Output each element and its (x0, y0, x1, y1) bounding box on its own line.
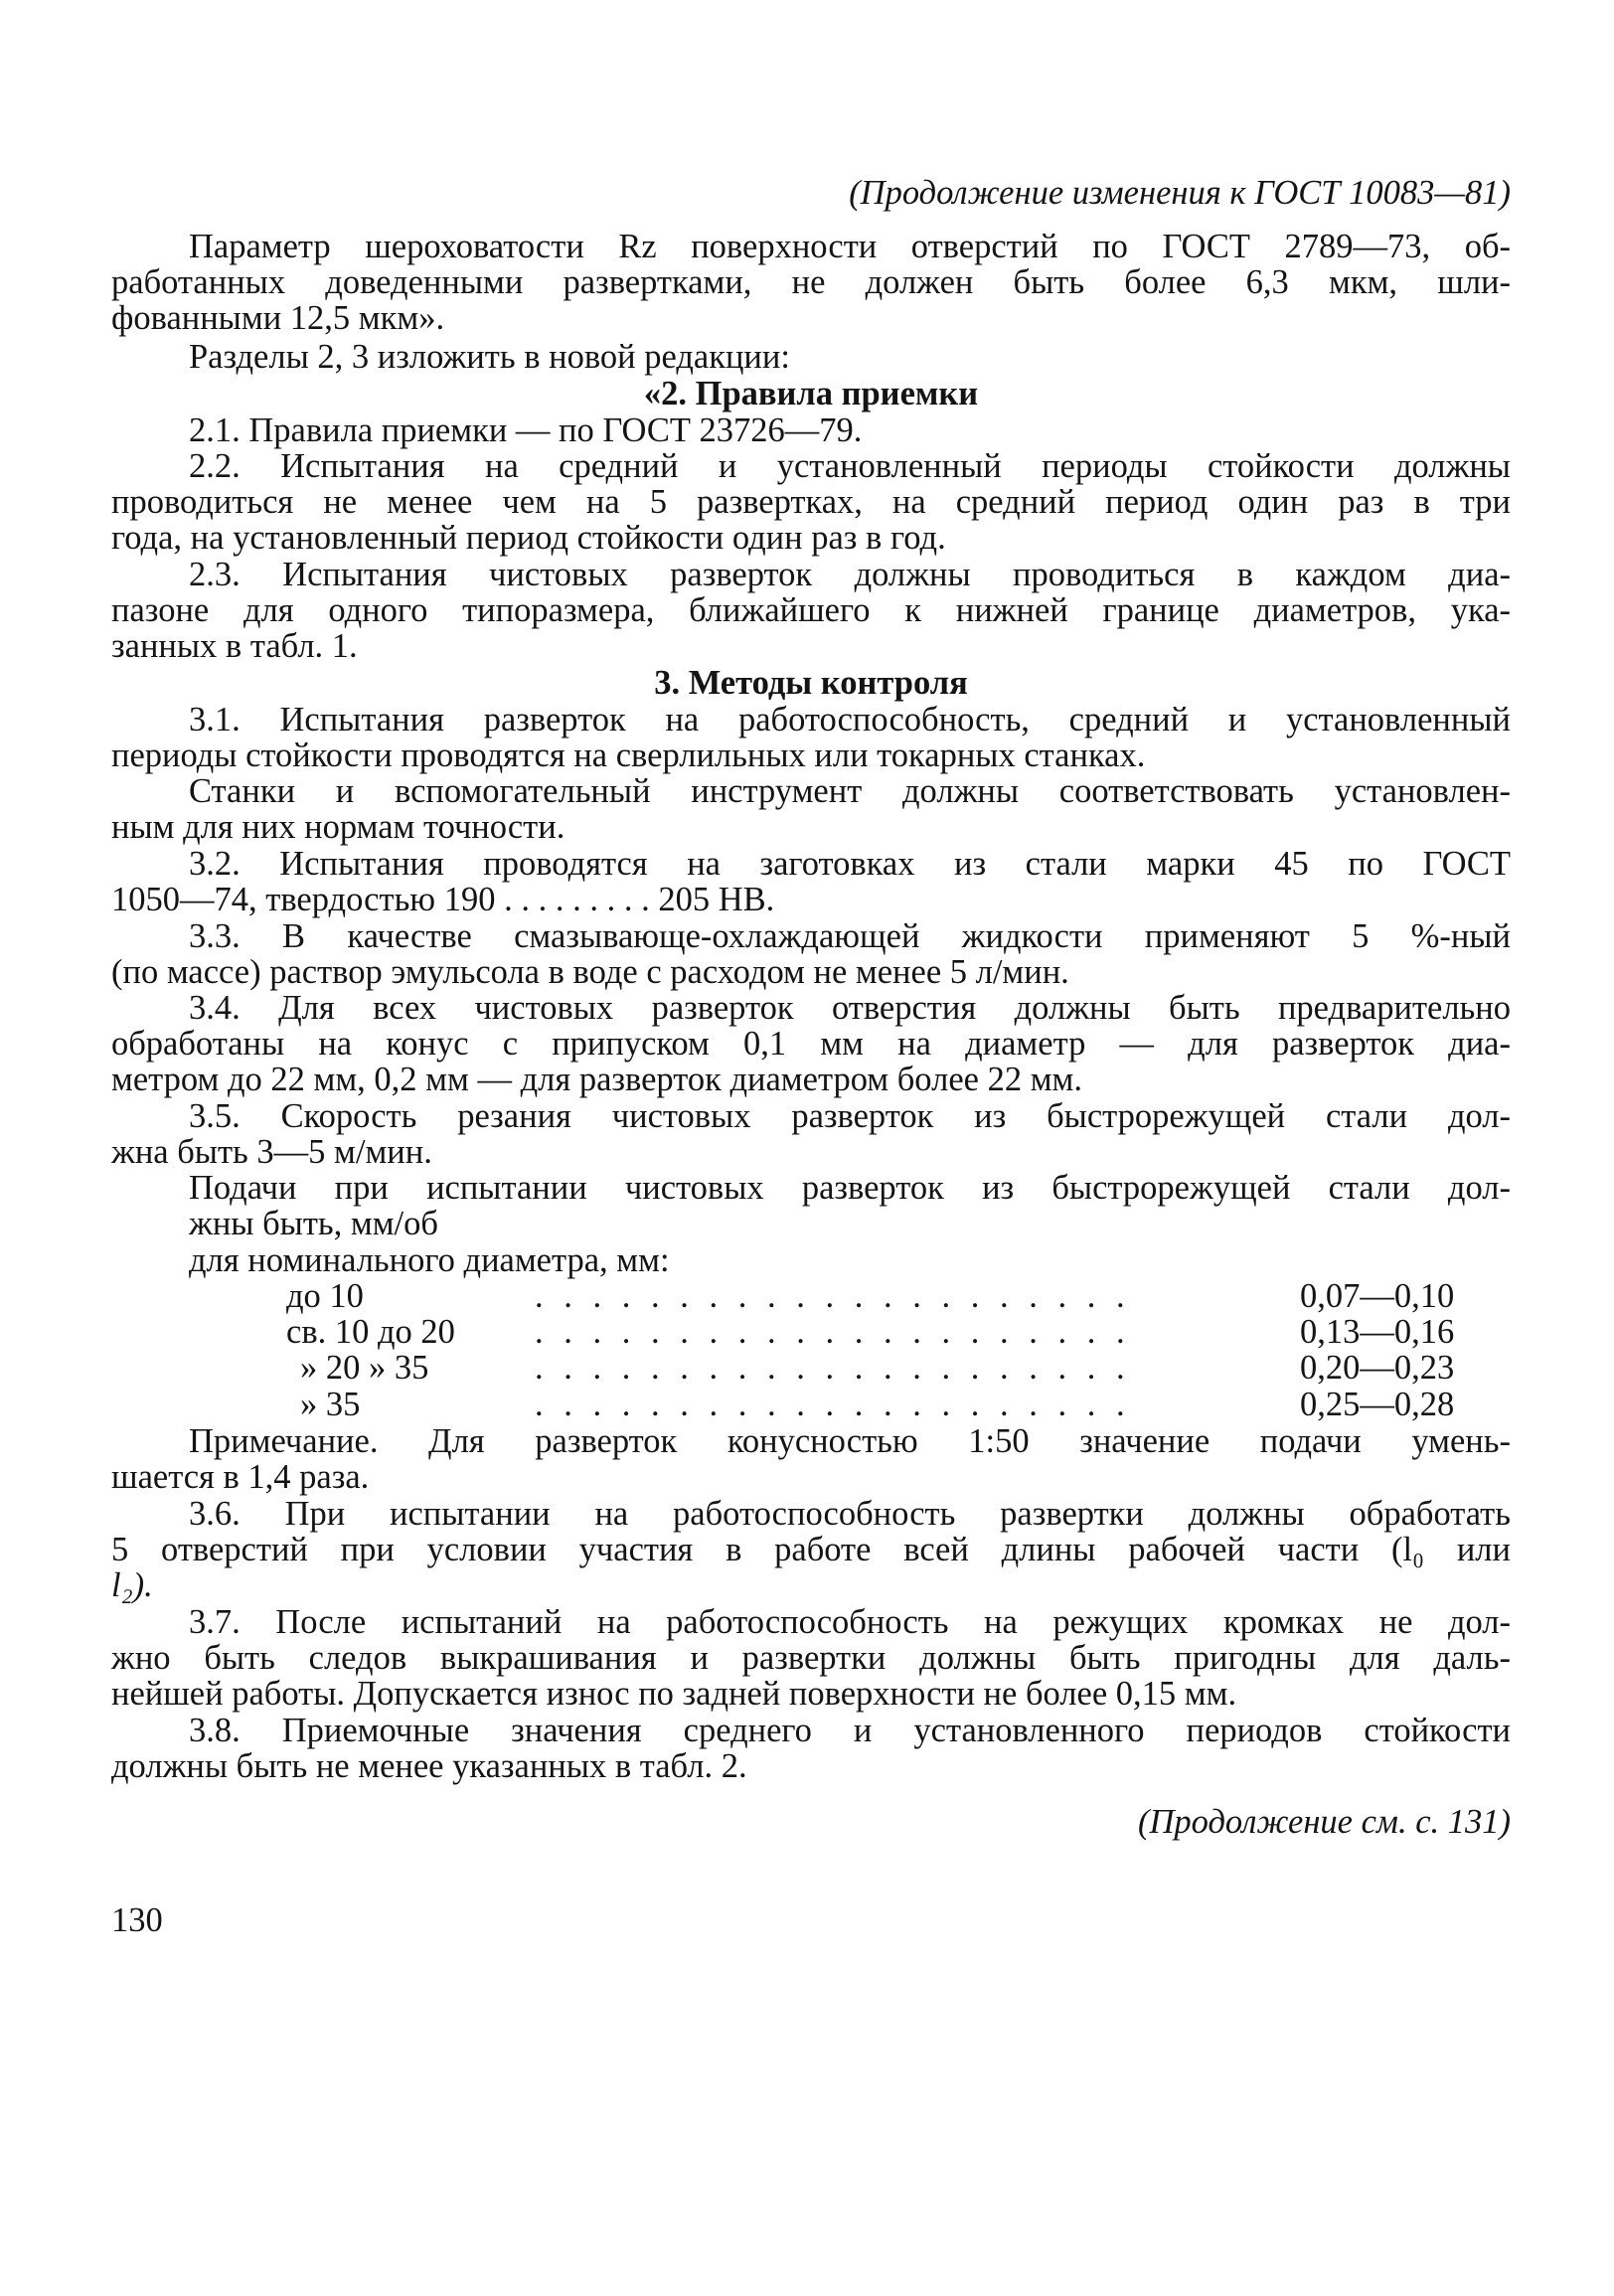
text-line: 3.4. Для всех чистовых разверток отверстия должны быть предварительно (189, 989, 1511, 1027)
text-line: 3.3. В качестве смазывающе-охлаждающей жидкости применяют 5 %-ный (189, 917, 1511, 955)
text-line: метром до 22 мм, 0,2 мм — для разверток диаметром более 22 мм. (111, 1061, 1082, 1099)
feed-diameter-label: для номинального диаметра, мм: (189, 1241, 670, 1279)
text-line: 3.2. Испытания проводятся на заготовках из стали марки 45 по ГОСТ (189, 845, 1511, 883)
feed-value: 0,20—0,23 (1300, 1349, 1455, 1388)
text-line: обработаны на конус с припуском 0,1 мм на диаметр — для разверток диа- (111, 1025, 1511, 1064)
table-row (286, 1350, 1479, 1386)
text-line: 2.3. Испытания чистовых разверток должны проводиться в каждом диа- (189, 556, 1511, 593)
text-line: Примечание. Для разверток конусностью 1:50 значение подачи умень- (189, 1422, 1511, 1460)
feed-range: » 35 (300, 1385, 361, 1423)
text-line: периоды стойкости проводятся на сверлильных или токарных станках. (111, 737, 1146, 775)
feed-value: 0,07—0,10 (1300, 1277, 1455, 1315)
text-line: l₂). (111, 1566, 153, 1605)
text-line: 3.6. При испытании на работоспособность развертки должны обработать (189, 1495, 1511, 1533)
feed-range: св. 10 до 20 (286, 1313, 455, 1352)
feed-table (286, 1278, 1479, 1422)
table-row (286, 1278, 1479, 1314)
paragraph-3-2 (111, 846, 1511, 917)
leader-dots: . . . . . . . . . . . . . . . . . . . . . (535, 1278, 1131, 1315)
text-line: 3.5. Скорость резания чистовых разверток из быстрорежущей стали дол- (189, 1097, 1511, 1135)
leader-dots: . . . . . . . . . . . . . . . . . . . . . (535, 1350, 1131, 1387)
text-line: 2.2. Испытания на средний и установленный периоды стойкости должны (189, 447, 1511, 485)
text-line: должны быть не менее указанных в табл. 2. (111, 1747, 747, 1786)
text-line: шается в 1,4 раза. (111, 1458, 370, 1497)
page-number: 130 (111, 1901, 163, 1939)
text-line: года, на установленный период стойкости один раз в год. (111, 519, 946, 558)
paragraph-3-8 (111, 1713, 1511, 1784)
paragraph-3-4 (111, 990, 1511, 1098)
paragraph-3-3 (111, 918, 1511, 990)
feed-range: до 10 (286, 1277, 364, 1315)
text-line: жна быть 3—5 м/мин. (111, 1133, 432, 1172)
text-line: 3.7. После испытаний на работоспособность на режущих кромках не дол- (189, 1603, 1511, 1641)
text-line: 3.8. Приемочные значения среднего и установленного периодов стойкости (189, 1712, 1511, 1749)
text-line: проводиться не менее чем на 5 развертках, на средний период один раз в три (111, 483, 1511, 522)
text-line: работанных доведенными развертками, не должен быть более 6,3 мкм, шли- (111, 263, 1511, 302)
text-line: пазоне для одного типоразмера, ближайшего к нижней границе диаметров, ука- (111, 591, 1511, 630)
header-continuation: (Продолжение изменения к ГОСТ 10083—81) (849, 174, 1511, 212)
text-line: занных в табл. 1. (111, 627, 358, 666)
section-3-title: 3. Методы контроля (654, 664, 968, 702)
leader-dots: . . . . . . . . . . . . . . . . . . . . . (535, 1386, 1131, 1422)
text-line: Подачи при испытании чистовых разверток из быстрорежущей стали дол- (189, 1169, 1511, 1207)
leader-dots: . . . . . . . . . . . . . . . . . . . . . (535, 1314, 1131, 1351)
paragraph-roughness (111, 229, 1511, 337)
text-line: жны быть, мм/об (189, 1205, 438, 1243)
paragraph-3-1-machines (111, 773, 1511, 845)
paragraph-2-1: 2.1. Правила приемки — по ГОСТ 23726—79. (189, 411, 863, 449)
sections-intro: Разделы 2, 3 изложить в новой редакции: (189, 338, 790, 376)
paragraph-3-5 (111, 1098, 1511, 1170)
text-line: нейшей работы. Допускается износ по задней поверхности не более 0,15 мм. (111, 1675, 1237, 1714)
text-line: (по массе) раствор эмульсола в воде с расходом не менее 5 л/мин. (111, 953, 1069, 992)
text-line: 3.1. Испытания разверток на работоспособность, средний и установленный (189, 701, 1511, 738)
paragraph-2-3 (111, 557, 1511, 665)
feed-value: 0,13—0,16 (1300, 1313, 1455, 1352)
paragraph-feed-intro (111, 1170, 1511, 1241)
text-line: ным для них нормам точности. (111, 808, 565, 847)
text-line: жно быть следов выкрашивания и развертки должны быть пригодны для даль- (111, 1639, 1511, 1678)
footer-continued: (Продолжение см. с. 131) (1138, 1803, 1511, 1841)
feed-range: » 20 » 35 (300, 1349, 429, 1388)
paragraph-3-1 (111, 702, 1511, 773)
section-2-title: «2. Правила приемки (643, 375, 979, 412)
paragraph-3-7 (111, 1604, 1511, 1713)
paragraph-2-2 (111, 448, 1511, 557)
text-line: 5 отверстий при условии участия в работе всей длины рабочей части (l₀ или (111, 1531, 1511, 1569)
note (111, 1423, 1511, 1495)
paragraph-3-6 (111, 1496, 1511, 1604)
table-row (286, 1314, 1479, 1350)
table-row (286, 1387, 1479, 1422)
text-line: Станки и вспомогательный инструмент должны соответствовать установлен- (189, 772, 1511, 810)
text-line: фованными 12,5 мкм». (111, 299, 445, 338)
text-line: 1050—74, твердостью 190 . . . . . . . . . 205 HB. (111, 881, 775, 919)
feed-value: 0,25—0,28 (1300, 1385, 1455, 1423)
text-line: Параметр шероховатости Rz поверхности отверстий по ГОСТ 2789—73, об- (189, 228, 1511, 265)
